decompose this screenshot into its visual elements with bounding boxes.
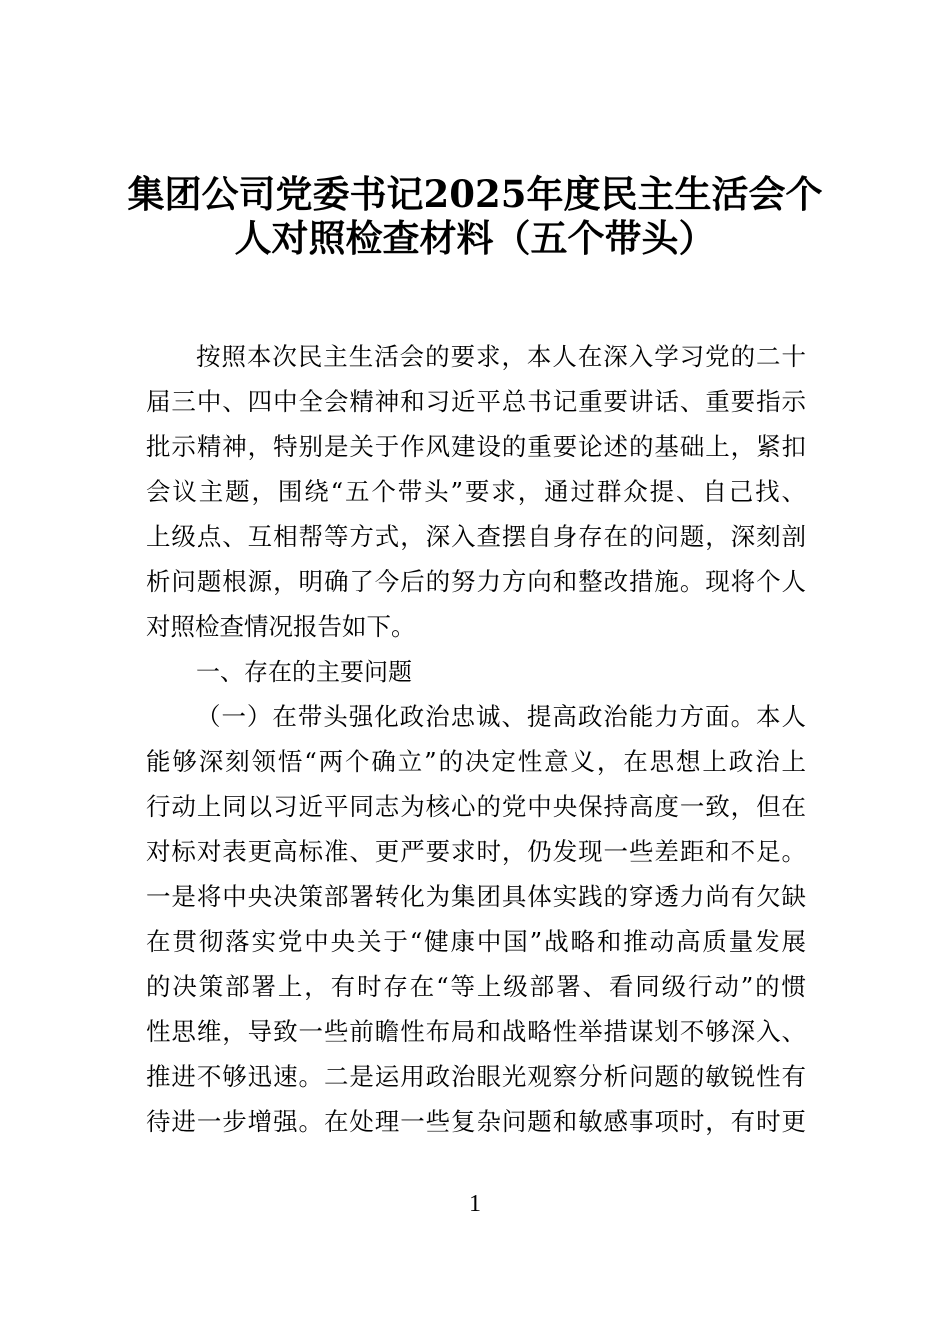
document-title-line-2: 人对照检查材料（五个带头） (234, 216, 716, 260)
subsection-line-1: （一）在带头强化政治忠诚、提高政治能力方面。本人 (196, 702, 806, 731)
intro-line-3: 批示精神，特别是关于作风建设的重要论述的基础上，紧扣 (146, 432, 806, 461)
intro-line-5: 上级点、互相帮等方式，深入查摆自身存在的问题，深刻剖 (146, 522, 806, 551)
intro-line-4: 会议主题，围绕“五个带头”要求，通过群众提、自己找、 (146, 477, 806, 506)
intro-line-2: 届三中、四中全会精神和习近平总书记重要讲话、重要指示 (146, 387, 806, 416)
subsection-line-7: 的决策部署上，有时存在“等上级部署、看同级行动”的惯 (146, 972, 806, 1001)
subsection-line-6: 在贯彻落实党中央关于“健康中国”战略和推动高质量发展 (146, 927, 806, 956)
section-heading: 一、存在的主要问题 (196, 658, 412, 686)
subsection-line-10: 待进一步增强。在处理一些复杂问题和敏感事项时，有时更 (146, 1107, 806, 1136)
intro-line-1: 按照本次民主生活会的要求，本人在深入学习党的二十 (196, 342, 806, 371)
intro-line-6: 析问题根源，明确了今后的努力方向和整改措施。现将个人 (146, 567, 806, 596)
subsection-line-4: 对标对表更高标准、更严要求时，仍发现一些差距和不足。 (146, 837, 806, 866)
subsection-line-9: 推进不够迅速。二是运用政治眼光观察分析问题的敏锐性有 (146, 1062, 806, 1091)
subsection-line-3: 行动上同以习近平同志为核心的党中央保持高度一致，但在 (146, 792, 806, 821)
subsection-line-2: 能够深刻领悟“两个确立”的决定性意义，在思想上政治上 (146, 747, 806, 776)
subsection-line-5: 一是将中央决策部署转化为集团具体实践的穿透力尚有欠缺 (146, 882, 806, 911)
intro-line-7: 对照检查情况报告如下。 (146, 612, 416, 641)
page-number: 1 (469, 1191, 481, 1217)
document-title-line-1: 集团公司党委书记2025年度民主生活会个 (127, 172, 823, 216)
subsection-line-8: 性思维，导致一些前瞻性布局和战略性举措谋划不够深入、 (146, 1017, 806, 1046)
